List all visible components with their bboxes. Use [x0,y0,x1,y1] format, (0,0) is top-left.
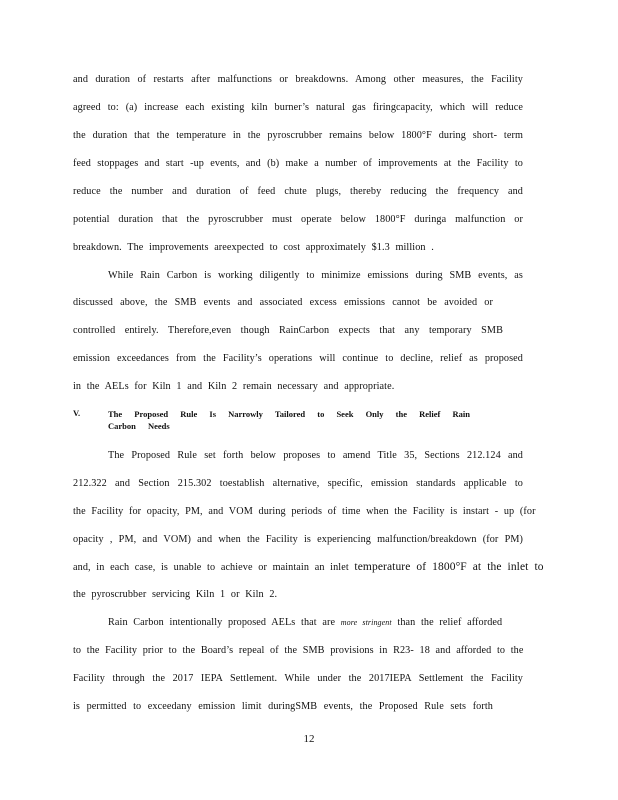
p3-line-3: the Facility for opacity, PM, and VOM during periods of time when the Facility is instart - up (for [73,506,536,517]
p3-line-6: the pyroscrubber servicing Kiln 1 or Kiln 2. [73,589,278,600]
p1-line-7: breakdown. The improvements areexpected to cost approximately $1.3 million . [73,242,434,253]
page-number: 12 [303,733,315,745]
p2-line-4: emission exceedances from the Facility’s operations will continue to decline, relief as proposed [73,353,523,364]
p1-line-3: the duration that the temperature in the pyroscrubber remains below 1800°F during short- term [73,130,523,141]
p1-line-6: potential duration that the pyroscrubber must operate below 1800°F duringa malfunction or [73,214,523,225]
p2-line-1: While Rain Carbon is working diligently to minimize emissions during SMB events, as [108,270,523,281]
p3-line-4: opacity , PM, and VOM) and when the Facility is experiencing malfunction/breakdown (for PM) [73,534,523,545]
p1-line-2: agreed to: (a) increase each existing kiln burner’s natural gas firingcapacity, which will reduce [73,102,523,113]
p4-line-3: Facility through the 2017 IEPA Settlement. While under the 2017IEPA Settlement the Facility [73,673,523,684]
p2-line-5: in the AELs for Kiln 1 and Kiln 2 remain necessary and appropriate. [73,381,395,392]
p1-line-4: feed stoppages and start -up events, and (b) make a number of improvements at the Facility to [73,158,523,169]
p4-line-2: to the Facility prior to the Board’s repeal of the SMB provisions in R23- 18 and afforded to the [73,645,524,656]
p3-line-5-part-b: temperature of 1800°F at the inlet to [354,561,544,573]
p3-line-5 [73,560,544,575]
p3-line-1: The Proposed Rule set forth below proposes to amend Title 35, Sections 212.124 and [108,450,523,461]
p4-line-1 [108,616,502,630]
p2-line-2: discussed above, the SMB events and associated excess emissions cannot be avoided or [73,297,493,308]
section-heading: The Proposed Rule Is Narrowly Tailored to Seek Only the Relief Rain Carbon Needs [108,409,470,431]
section-number: V. [73,408,81,418]
p4-line-1-part-c: than the relief afforded [397,617,503,628]
p4-line-1-part-a: Rain Carbon intentionally proposed AELs that are [108,617,336,628]
p1-line-5: reduce the number and duration of feed chute plugs, thereby reducing the frequency and [73,186,523,197]
p3-line-2: 212.322 and Section 215.302 toestablish alternative, specific, emission standards applicable to [73,478,523,489]
p2-line-3: controlled entirely. Therefore,even though RainCarbon expects that any temporary SMB [73,325,503,336]
p1-line-1: and duration of restarts after malfunctions or breakdowns. Among other measures, the Facility [73,74,523,85]
p4-emphasis-text: more stringent [340,618,392,627]
p4-line-4: is permitted to exceedany emission limit duringSMB events, the Proposed Rule sets forth [73,701,493,712]
p3-line-5-part-a: and, in each case, is unable to achieve or maintain an inlet [73,562,349,573]
